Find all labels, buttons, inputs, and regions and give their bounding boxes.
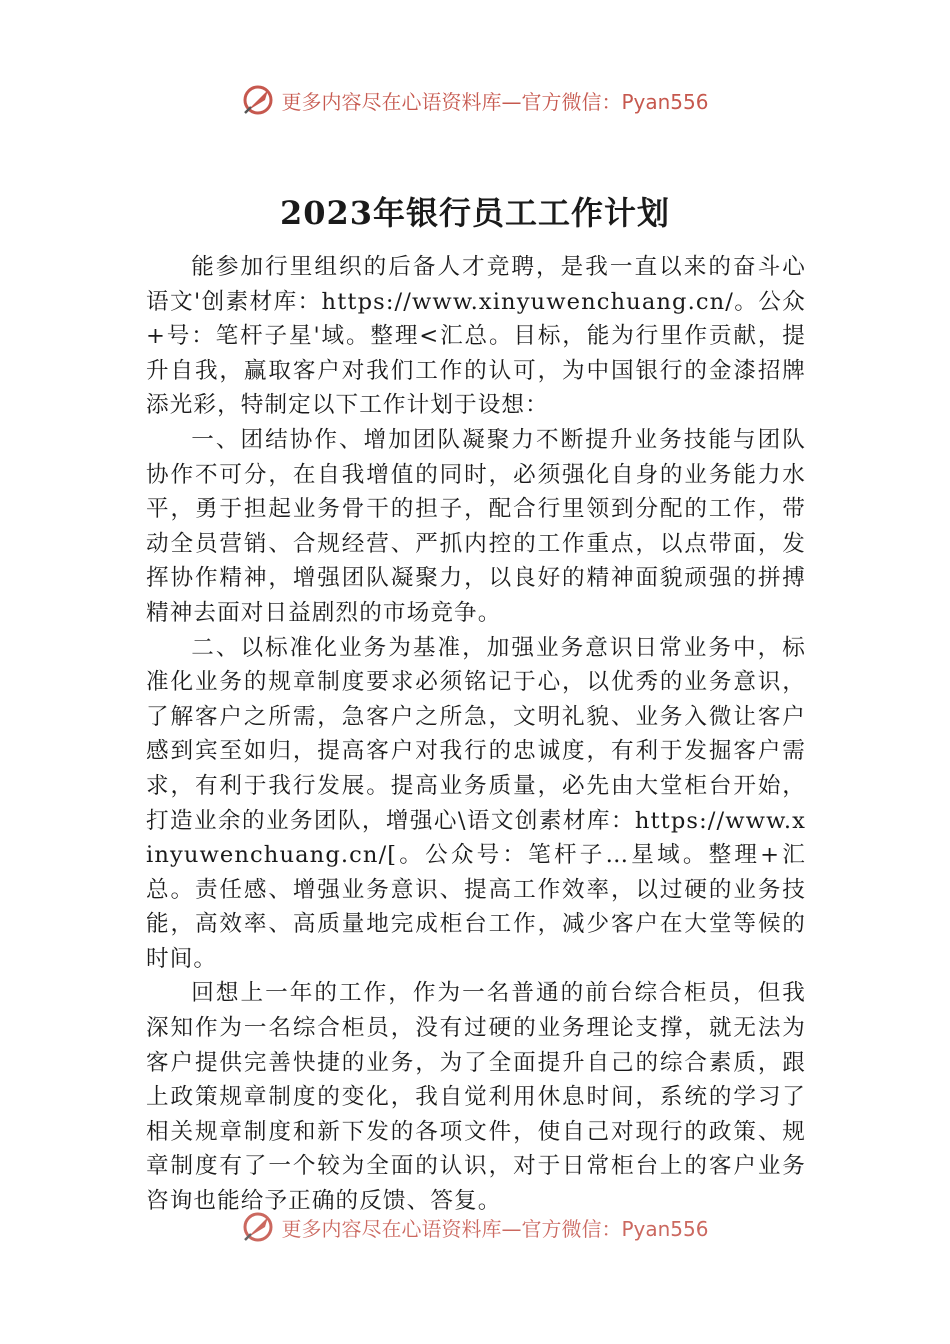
header-banner [0, 83, 950, 117]
paragraph-section-1: 一、团结协作、增加团队凝聚力不断提升业务技能与团队协作不可分，在自我增值的同时，必须强化自身的业务能力水平，勇于担起业务骨干的担子，配合行里领到分配的工作，带动全员营销、合规经营、严抓内控的工作重点，以点带面，发挥协作精神，增强团队凝聚力，以良好的精神面貌顽强的拼搏精神去面对日益剧烈的市场竞争。 [146, 426, 806, 626]
footer-banner [0, 1210, 950, 1244]
quill-logo-icon [241, 1210, 275, 1244]
footer-banner-text: 更多内容尽在心语资料库—官方微信：Pyan556 [281, 1216, 709, 1241]
paragraph-section-2: 二、以标准化业务为基准，加强业务意识日常业务中，标准化业务的规章制度要求必须铭记于心，以优秀的业务意识，了解客户之所需，急客户之所急，文明礼貌、业务入微让客户感到宾至如归，提高客户对我行的忠诚度，有利于发掘客户需求，有利于我行发展。提高业务质量，必先由大堂柜台开始，打造业余的业务团队，增强心\语文创素材库：https://www.xinyuwenchuang.cn/[。公众号：笔杆子…星域。整理+汇总。责任感、增强业务意识、提高工作效率，以过硬的业务技能，高效率、高质量地完成柜台工作，减少客户在大堂等候的时间。 [146, 634, 806, 972]
paragraph-intro: 能参加行里组织的后备人才竞聘，是我一直以来的奋斗心语文'创素材库：https://www.xinyuwenchuang.cn/。公众+号：笔杆子星'域。整理<汇总。目标，能为行里作贡献，提升自我，赢取客户对我们工作的认可，为中国银行的金漆招牌添光彩，特制定以下工作计划于设想： [146, 254, 806, 419]
document-title: 2023年银行员工工作计划 [279, 194, 671, 232]
header-banner-text: 更多内容尽在心语资料库—官方微信：Pyan556 [281, 89, 709, 114]
document-body [146, 250, 806, 1219]
paragraph-review: 回想上一年的工作，作为一名普通的前台综合柜员，但我深知作为一名综合柜员，没有过硬的业务理论支撑，就无法为客户提供完善快捷的业务，为了全面提升自己的综合素质，跟上政策规章制度的变化，我自觉利用休息时间，系统的学习了相关规章制度和新下发的各项文件，使自己对现行的政策、规章制度有了一个较为全面的认识，对于日常柜台上的客户业务咨询也能给予正确的反馈、答复。 [146, 980, 806, 1215]
quill-logo-icon [241, 83, 275, 117]
